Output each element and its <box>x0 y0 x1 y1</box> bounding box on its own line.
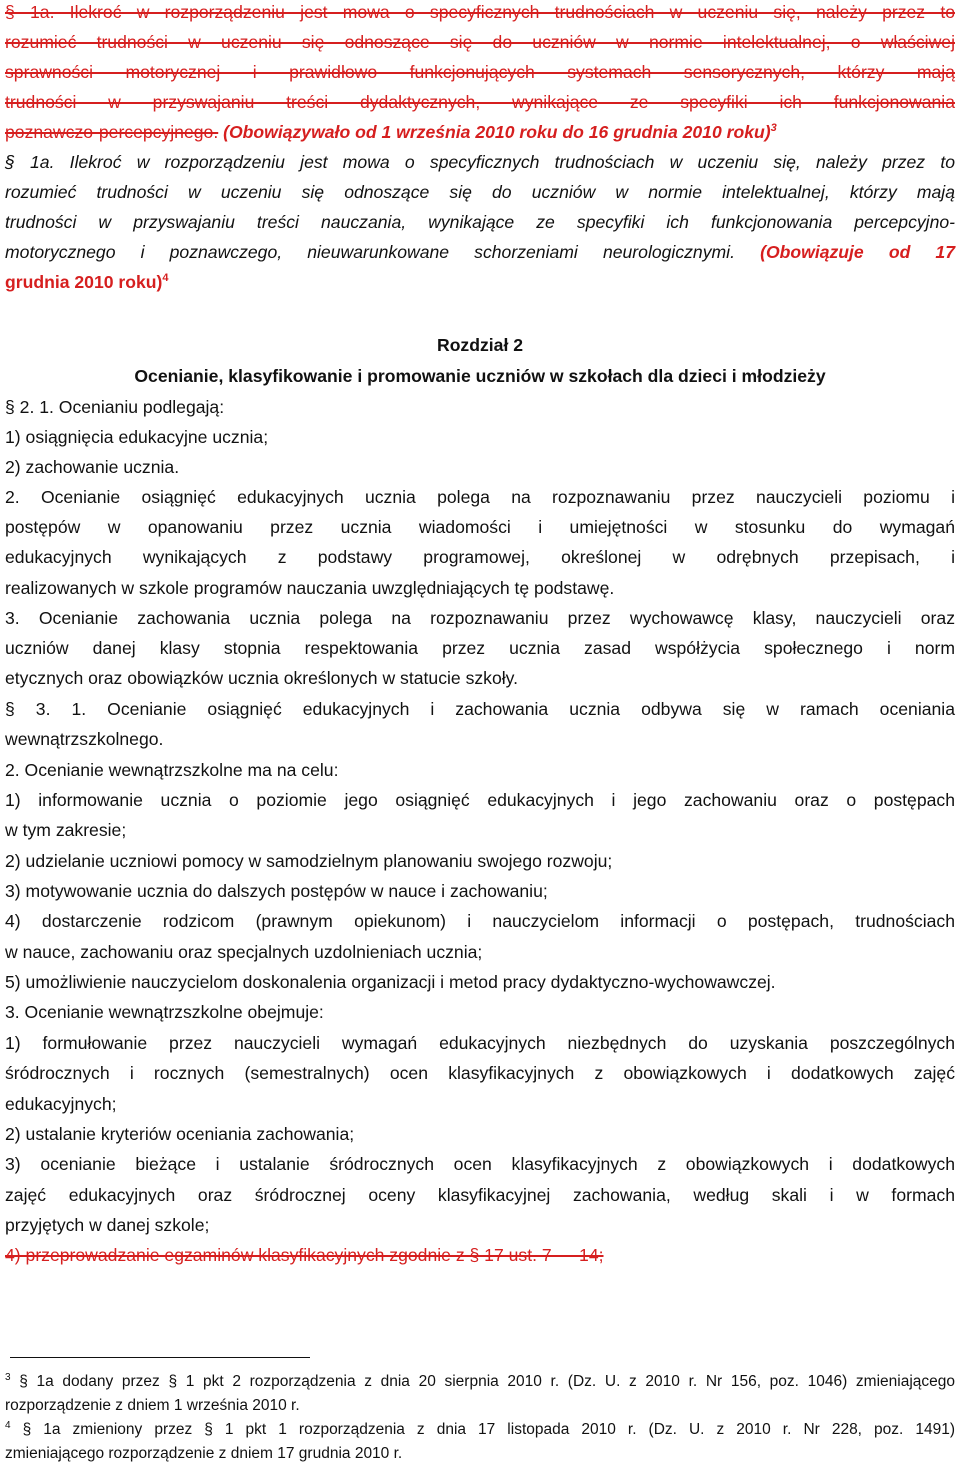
footnote-text: § 1a zmieniony przez § 1 pkt 1 rozporządzenia z dnia 17 listopada 2010 r. (Dz. U. z 2010 r. Nr 228, poz. 1491) <box>22 1421 955 1438</box>
new-paragraph-line: § 1a. Ilekroć w rozporządzeniu jest mowa o specyficznych trudnościach w uczeniu się, należy przez to <box>5 152 955 172</box>
body-line: 1) informowanie ucznia o poziomie jego osiągnięć edukacyjnych i jego zachowaniu oraz o postępach <box>5 790 955 810</box>
footnote-number: 4 <box>5 1419 11 1431</box>
body-line: 3) motywowanie ucznia do dalszych postępów w nauce i zachowaniu; <box>5 881 548 901</box>
new-paragraph-line: trudności w przyswajaniu treści nauczania, wynikające ze specyfiki ich funkcjonowania percepcyjno- <box>5 212 955 232</box>
validity-note: (Obowiązywało od 1 września 2010 roku do 16 grudnia 2010 roku) <box>223 122 771 142</box>
struck-paragraph-line: rozumieć trudności w uczeniu się odnoszące się do uczniów w normie intelektualnej, o właściwej <box>5 32 955 52</box>
struck-paragraph-line: trudności w przyswajaniu treści dydaktycznych, wynikające ze specyfiki ich funkcjonowania <box>5 92 955 112</box>
body-line: śródrocznych i rocznych (semestralnych) ocen klasyfikacyjnych z obowiązkowych i dodatkowych zajęć <box>5 1063 955 1083</box>
chapter-title: Ocenianie, klasyfikowanie i promowanie uczniów w szkołach dla dzieci i młodzieży <box>134 366 826 386</box>
body-line: postępów w opanowaniu przez ucznia wiadomości i umiejętności w stosunku do wymagań <box>5 517 955 537</box>
footnote-number: 3 <box>5 1371 11 1383</box>
body-line: 2. Ocenianie osiągnięć edukacyjnych ucznia polega na rozpoznawaniu przez nauczycieli poziomu i <box>5 487 955 507</box>
body-line: zajęć edukacyjnych oraz śródrocznej oceny klasyfikacyjnej zachowania, według skali i w formach <box>5 1185 955 1205</box>
struck-paragraph-last-line: poznawczo-percepcyjnego. (Obowiązywało od 1 września 2010 roku do 16 grudnia 2010 roku)$^3$ <box>5 122 777 142</box>
body-line: 3. Ocenianie wewnątrzszkolne obejmuje: <box>5 1002 324 1022</box>
footnote-ref: 4 <box>162 272 169 285</box>
new-paragraph-line: rozumieć trudności w uczeniu się odnoszące się do uczniów w normie intelektualnej, którzy mają <box>5 182 955 202</box>
body-line: edukacyjnych wynikających z podstawy programowej, określonej w odrębnych przepisach, i <box>5 547 955 567</box>
body-line: 3) ocenianie bieżące i ustalanie śródrocznych ocen klasyfikacyjnych z obowiązkowych i dodatkowych <box>5 1154 955 1174</box>
footnote-4 <box>5 1418 955 1442</box>
body-line: § 2. 1. Ocenianiu podlegają: <box>5 397 225 417</box>
body-line: wewnątrzszkolnego. <box>5 729 164 749</box>
body-line: 5) umożliwienie nauczycielom doskonalenia organizacji i metod pracy dydaktyczno-wychowawczej. <box>5 972 776 992</box>
footnote-3-cont: rozporządzenie z dniem 1 września 2010 r. <box>5 1397 300 1414</box>
body-line: 2) udzielanie uczniowi pomocy w samodzielnym planowaniu swojego rozwoju; <box>5 851 613 871</box>
body-line: przyjętych w danej szkole; <box>5 1215 210 1235</box>
footnote-ref: 3 <box>770 122 777 135</box>
body-line: 2) zachowanie ucznia. <box>5 457 180 477</box>
body-line: realizowanych w szkole programów nauczania uwzględniających tę podstawę. <box>5 578 615 598</box>
validity-note: grudnia 2010 roku) <box>5 272 163 292</box>
footnote-text: § 1a dodany przez § 1 pkt 2 rozporządzenia z dnia 20 sierpnia 2010 r. (Dz. U. z 2010 r. Nr 156, poz. 1046) zmieniającego <box>19 1373 955 1390</box>
body-line: edukacyjnych; <box>5 1094 117 1114</box>
footnote-3 <box>5 1370 955 1394</box>
body-line: 1) osiągnięcia edukacyjne ucznia; <box>5 427 269 447</box>
body-line: w tym zakresie; <box>5 820 127 840</box>
new-paragraph-note-line <box>5 267 955 297</box>
struck-paragraph-line: sprawności motorycznej i prawidłowo funkcjonujących systemach sensorycznych, którzy mają <box>5 62 955 82</box>
body-line: w nauce, zachowaniu oraz specjalnych uzdolnieniach ucznia; <box>5 942 483 962</box>
chapter-number: Rozdział 2 <box>436 335 524 355</box>
body-line: 4) dostarczenie rodzicom (prawnym opiekunom) i nauczycielom informacji o postępach, trudnościach <box>5 911 955 931</box>
footnote-4-cont: zmieniającego rozporządzenie z dniem 17 grudnia 2010 r. <box>5 1445 403 1462</box>
body-line: 1) formułowanie przez nauczycieli wymagań edukacyjnych niezbędnych do uzyskania poszczególnych <box>5 1033 955 1053</box>
body-line: 3. Ocenianie zachowania ucznia polega na rozpoznawaniu przez wychowawcę klasy, nauczycieli oraz <box>5 608 955 628</box>
body-line: uczniów danej klasy stopnia respektowania przez ucznia zasad współżycia społecznego i norm <box>5 638 955 658</box>
validity-note: (Obowiązuje od 17 <box>760 242 956 262</box>
struck-item: 4) przeprowadzanie egzaminów klasyfikacyjnych zgodnie z § 17 ust. 7 — 14; <box>5 1245 604 1265</box>
footnote-separator <box>10 1357 310 1358</box>
struck-paragraph-line: § 1a. Ilekroć w rozporządzeniu jest mowa o specyficznych trudnościach w uczeniu się, należy przez to <box>5 2 955 22</box>
body-line: 2) ustalanie kryteriów oceniania zachowania; <box>5 1124 355 1144</box>
body-line: § 3. 1. Ocenianie osiągnięć edukacyjnych i zachowania ucznia odbywa się w ramach oceniania <box>5 699 955 719</box>
body-line: 2. Ocenianie wewnątrzszkolne ma na celu: <box>5 760 339 780</box>
body-line: etycznych oraz obowiązków ucznia określonych w statucie szkoły. <box>5 668 519 688</box>
new-paragraph-line: motorycznego i poznawczego, nieuwarunkowane schorzeniami neurologicznymi. (Obowiązuje od 17 <box>5 242 956 262</box>
